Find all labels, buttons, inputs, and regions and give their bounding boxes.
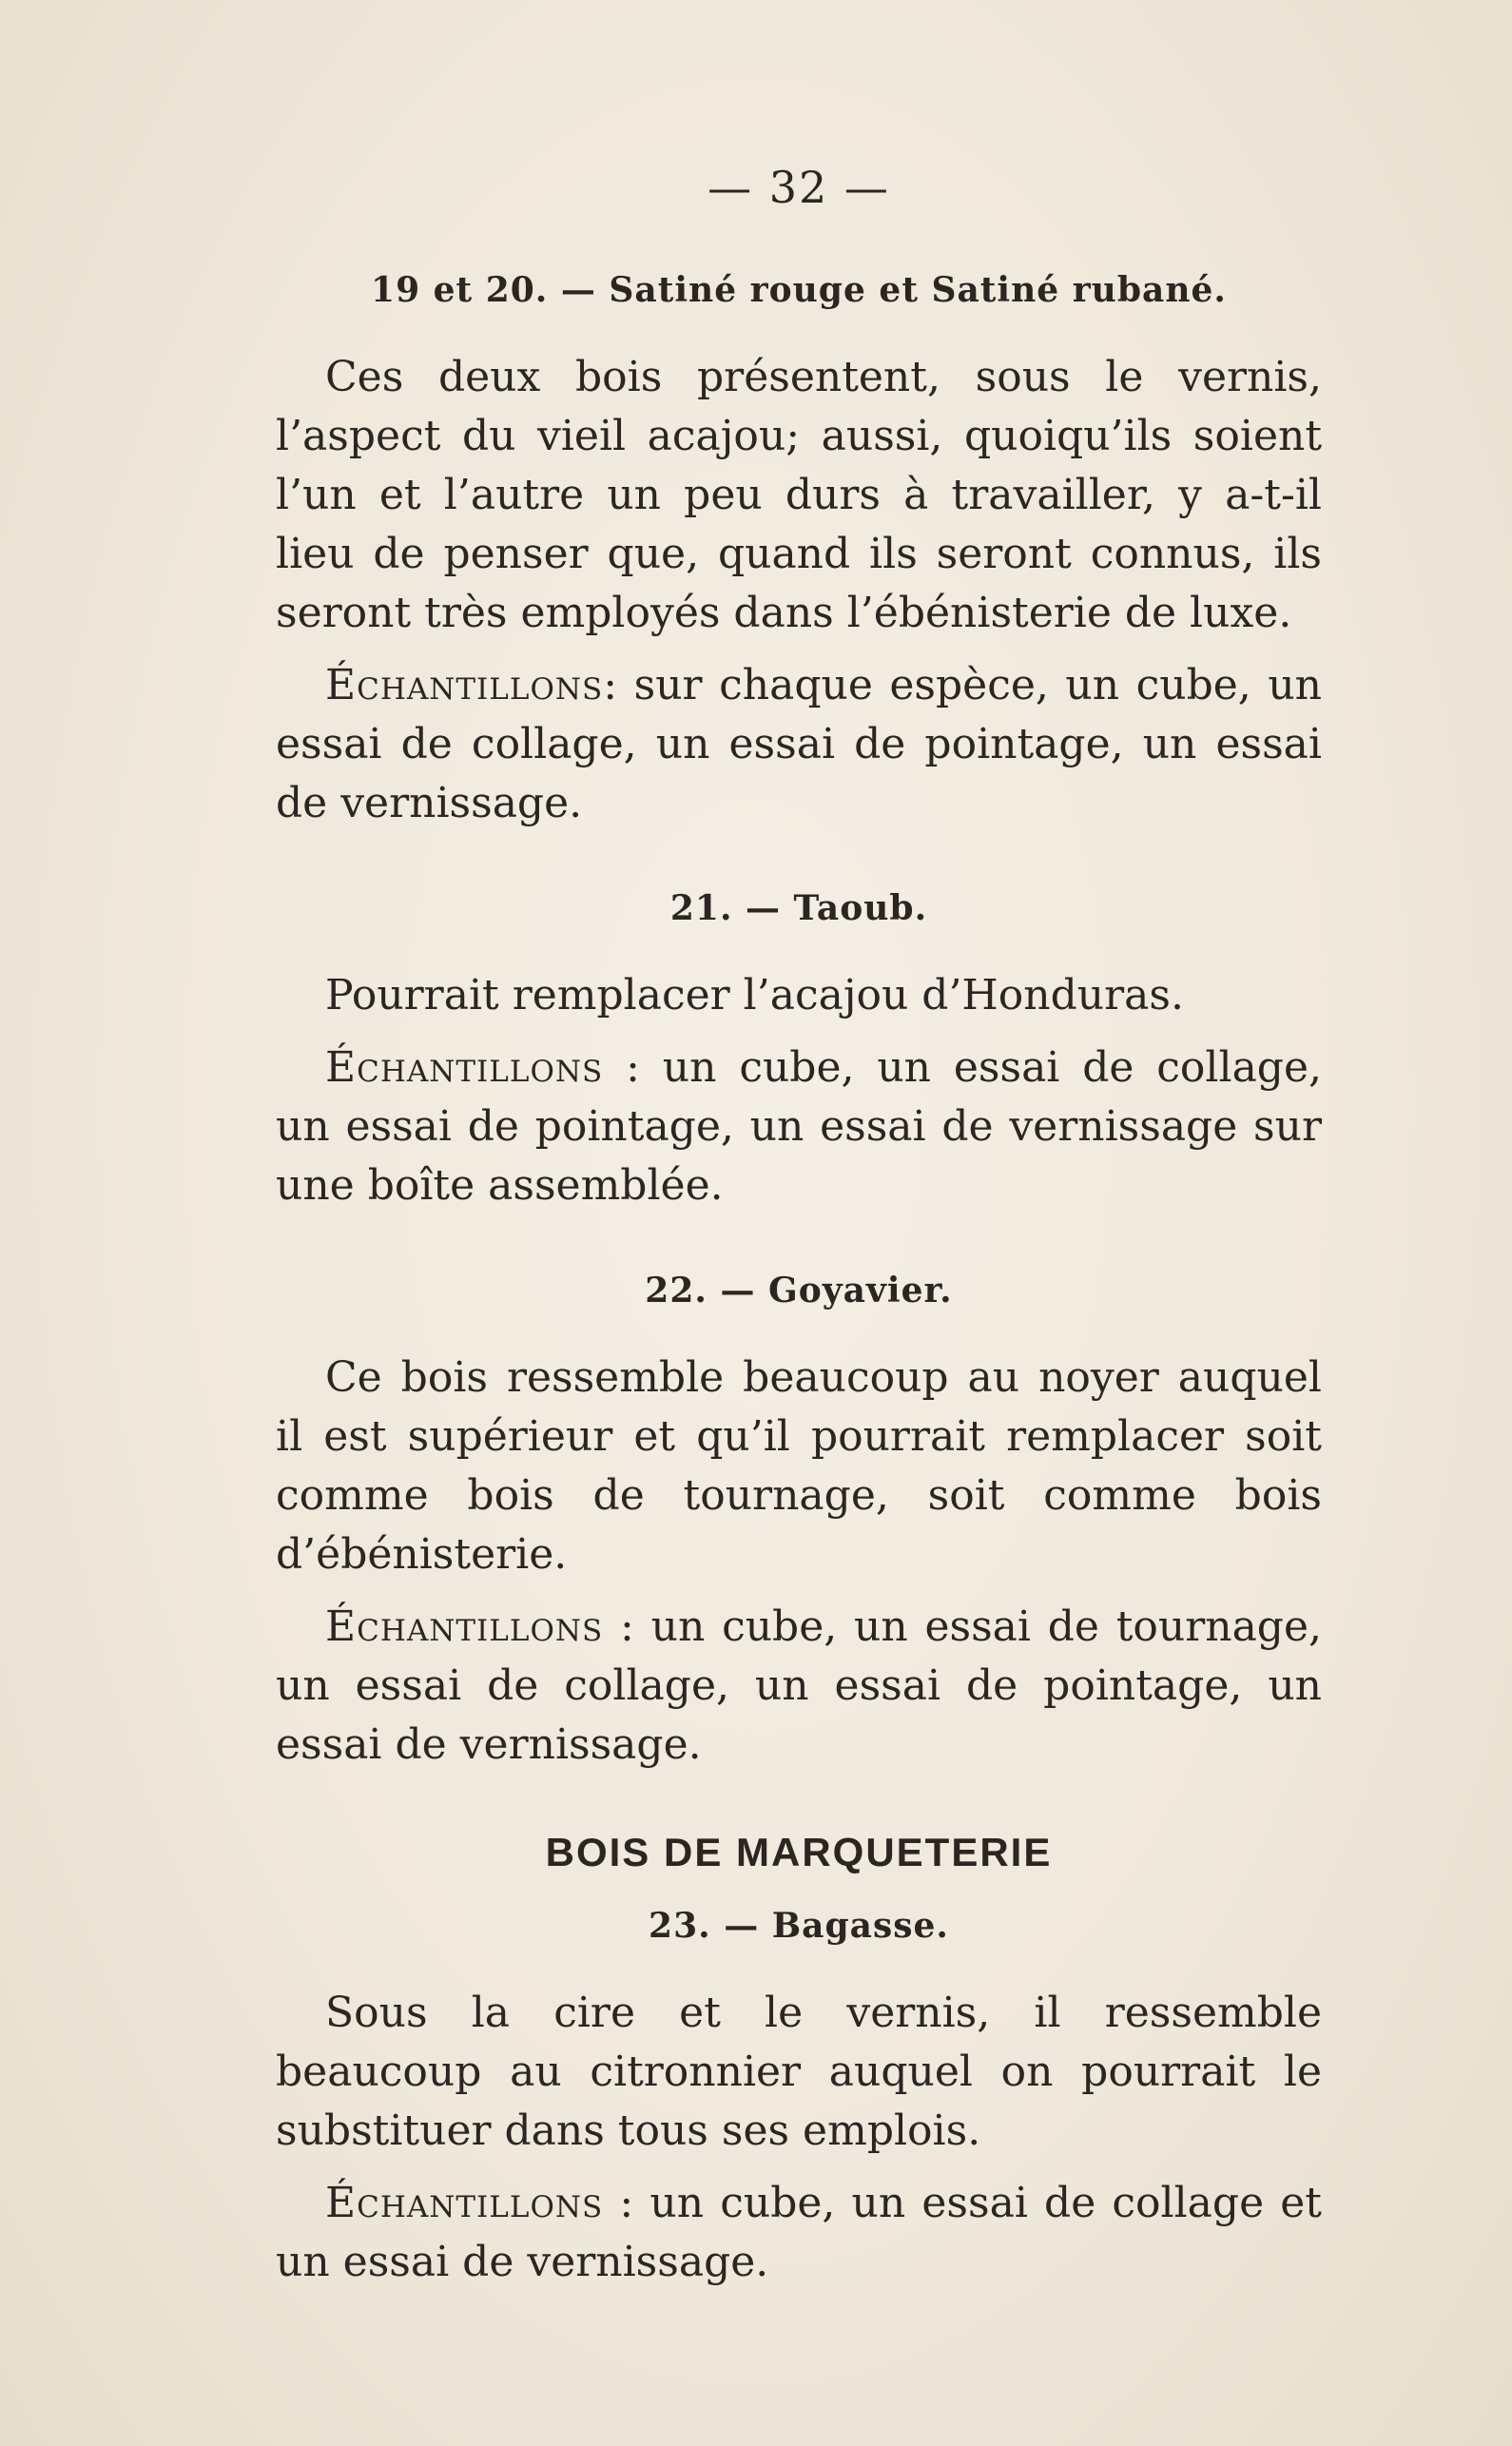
entry-description: Ces deux bois présentent, sous le vernis, l’aspect du vieil acajou; aussi, quoiqu’ils soient l’un et l’autre un peu durs à travailler, y a-t-il lieu de penser que, quand ils seront connus, ils seront très employés dans l’ébénisterie de luxe. <box>276 353 1322 637</box>
samples-label: Échantillons <box>325 1043 604 1092</box>
entry-samples <box>276 1598 1322 1775</box>
entry-heading: 23. — Bagasse. <box>649 1906 949 1946</box>
entry-heading: 22. — Goyavier. <box>645 1271 953 1310</box>
entry-19-20 <box>276 270 1322 833</box>
samples-label: Échantillons <box>325 2179 604 2227</box>
entry-23 <box>276 1906 1322 2292</box>
samples-label: Échantillons <box>325 661 604 709</box>
section-title: BOIS DE MARQUETERIE <box>545 1830 1053 1874</box>
samples-text: : un cube, un essai de collage, un essai de pointage, un essai de vernissage sur une boîte assemblée. <box>276 1043 1322 1210</box>
entry-description: Sous la cire et le vernis, il ressemble beaucoup au citronnier auquel on pourrait le substituer dans tous ses emplois. <box>276 1989 1322 2155</box>
entry-21 <box>276 888 1322 1215</box>
entry-heading: 21. — Taoub. <box>669 888 928 928</box>
samples-text: : sur chaque espèce, un cube, un essai de collage, un essai de pointage, un essai de vernissage. <box>276 661 1322 827</box>
page-number: — 32 — <box>708 162 890 213</box>
entry-samples <box>276 656 1322 833</box>
entry-description: Pourrait remplacer l’acajou d’Honduras. <box>325 971 1184 1019</box>
entry-22 <box>276 1271 1322 1775</box>
entry-description: Ce bois ressemble beaucoup au noyer auquel il est supérieur et qu’il pourrait remplacer soit comme bois de tournage, soit comme bois d’ébénisterie. <box>276 1353 1322 1579</box>
samples-label: Échantillons <box>325 1602 604 1651</box>
entry-heading: 19 et 20. — Satiné rouge et Satiné rubané. <box>371 270 1227 310</box>
entry-samples <box>276 2174 1322 2292</box>
samples-text: : un cube, un essai de collage et un essai de vernissage. <box>276 2179 1322 2286</box>
section-marqueterie <box>276 1830 1322 2292</box>
entry-samples <box>276 1039 1322 1215</box>
book-page <box>276 162 1322 2305</box>
samples-text: : un cube, un essai de tournage, un essai de collage, un essai de pointage, un essai de vernissage. <box>276 1602 1322 1769</box>
